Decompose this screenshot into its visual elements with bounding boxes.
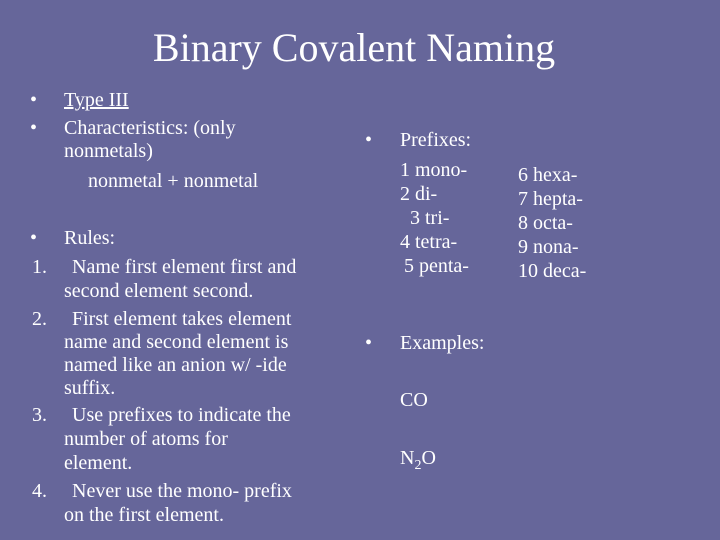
example-formula (400, 447, 436, 472)
prefix-item: 6 hexa- (518, 164, 578, 186)
rules-label: Rules: (64, 227, 116, 249)
rule-line: Name first element first and (72, 256, 297, 278)
prefix-item: 4 tetra- (400, 231, 458, 253)
example-formula: CO (400, 389, 428, 411)
prefix-item: 9 nona- (518, 236, 579, 258)
bullet-marker: • (30, 227, 38, 249)
prefix-item: 2 di- (400, 183, 438, 205)
prefix-item: 7 hepta- (518, 188, 583, 210)
rule-line: second element second. (64, 280, 254, 302)
characteristics-line: Characteristics: (only (64, 117, 236, 139)
rule-line: on the first element. (64, 504, 224, 526)
rule-line: Never use the mono- prefix (72, 480, 292, 502)
rule-line: name and second element is (64, 331, 289, 353)
rule-line: First element takes element (72, 308, 292, 330)
formula-element: O (421, 447, 436, 469)
formula-subscript: 2 (414, 458, 422, 473)
prefix-item: 3 tri- (410, 207, 450, 229)
bullet-marker: • (30, 117, 38, 139)
characteristics-line: nonmetals) (64, 140, 153, 162)
slide-title: Binary Covalent Naming (152, 25, 556, 70)
rule-number: 1. (32, 256, 47, 278)
examples-label: Examples: (400, 332, 485, 354)
rule-line: suffix. (64, 377, 116, 399)
prefix-item: 10 deca- (518, 260, 587, 282)
prefix-item: 8 octa- (518, 212, 573, 234)
rule-line: named like an anion w/ -ide (64, 354, 287, 376)
prefix-item: 5 penta- (404, 255, 469, 277)
rule-number: 3. (32, 404, 47, 426)
rule-number: 4. (32, 480, 47, 502)
rule-line: Use prefixes to indicate the (72, 404, 291, 426)
bullet-marker: • (365, 332, 373, 354)
type-label: Type III (64, 89, 129, 111)
bullet-marker: • (30, 89, 38, 111)
prefix-item: 1 mono- (400, 159, 468, 181)
prefixes-label: Prefixes: (400, 129, 472, 151)
rule-line: element. (64, 452, 133, 474)
rule-line: number of atoms for (64, 428, 228, 450)
rule-number: 2. (32, 308, 47, 330)
characteristics-formula: nonmetal + nonmetal (88, 170, 259, 192)
bullet-marker: • (365, 129, 373, 151)
formula-element: N (400, 447, 415, 469)
